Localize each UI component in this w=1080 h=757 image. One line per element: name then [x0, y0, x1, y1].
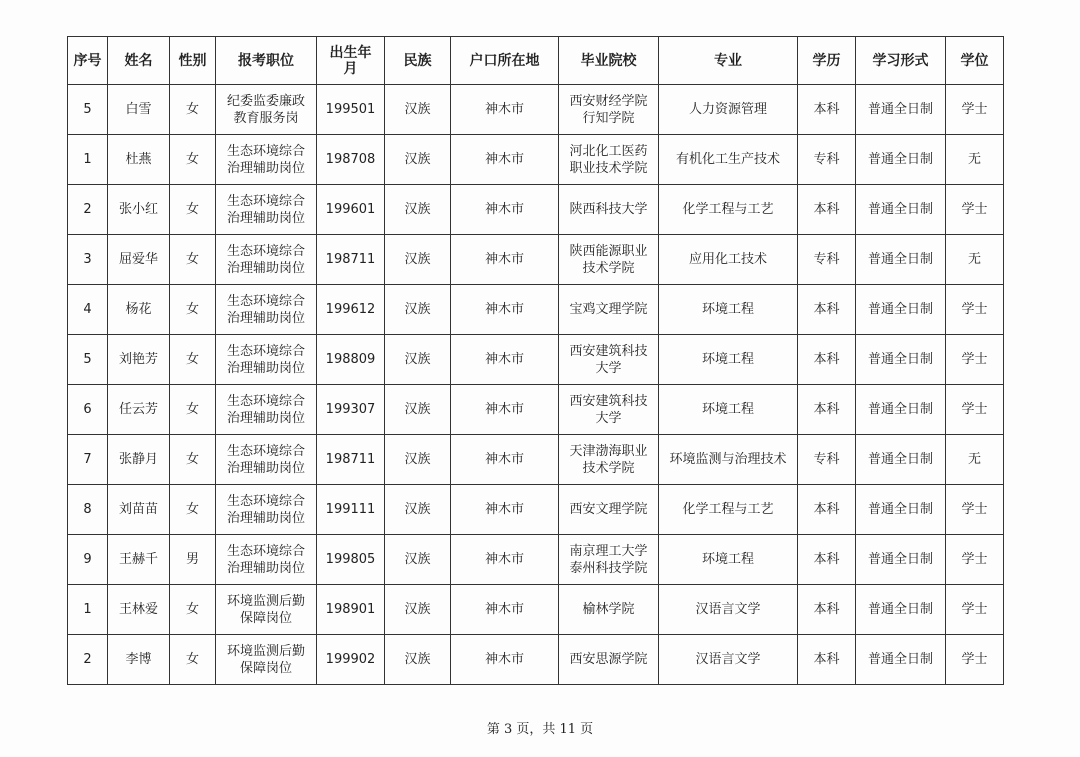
row-number-cell: 6: [68, 385, 108, 435]
row-number-cell: 3: [68, 235, 108, 285]
name-cell: 白雪: [108, 85, 170, 135]
hukou-cell: 神木市: [451, 235, 559, 285]
major-cell: 环境工程: [659, 285, 798, 335]
row-number-cell: 5: [68, 85, 108, 135]
school-cell: 天津渤海职业技术学院: [559, 435, 659, 485]
ethnicity-cell: 汉族: [385, 235, 451, 285]
study-form-cell: 普通全日制: [856, 135, 946, 185]
education-cell: 本科: [798, 85, 856, 135]
row-number-cell: 7: [68, 435, 108, 485]
header-cell: 姓名: [108, 37, 170, 85]
education-cell: 专科: [798, 135, 856, 185]
degree-cell: 学士: [946, 285, 1004, 335]
study-form-cell: 普通全日制: [856, 385, 946, 435]
degree-cell: 学士: [946, 335, 1004, 385]
degree-cell: 无: [946, 135, 1004, 185]
major-cell: 人力资源管理: [659, 85, 798, 135]
table-row: [68, 385, 1004, 435]
study-form-cell: 普通全日制: [856, 185, 946, 235]
birth-cell: 199902: [317, 635, 385, 685]
position-cell: 生态环境综合治理辅助岗位: [216, 135, 317, 185]
school-cell: 西安建筑科技大学: [559, 385, 659, 435]
header-cell: 出生年月: [317, 37, 385, 85]
school-cell: 西安思源学院: [559, 635, 659, 685]
birth-cell: 199612: [317, 285, 385, 335]
table-row: [68, 485, 1004, 535]
ethnicity-cell: 汉族: [385, 185, 451, 235]
position-cell: 生态环境综合治理辅助岗位: [216, 185, 317, 235]
gender-cell: 男: [170, 535, 216, 585]
birth-cell: 199307: [317, 385, 385, 435]
study-form-cell: 普通全日制: [856, 85, 946, 135]
gender-cell: 女: [170, 385, 216, 435]
gender-cell: 女: [170, 135, 216, 185]
name-cell: 任云芳: [108, 385, 170, 435]
education-cell: 本科: [798, 385, 856, 435]
major-cell: 汉语言文学: [659, 585, 798, 635]
gender-cell: 女: [170, 85, 216, 135]
education-cell: 本科: [798, 535, 856, 585]
birth-cell: 198901: [317, 585, 385, 635]
ethnicity-cell: 汉族: [385, 635, 451, 685]
major-cell: 环境工程: [659, 335, 798, 385]
education-cell: 本科: [798, 585, 856, 635]
table-row: [68, 185, 1004, 235]
hukou-cell: 神木市: [451, 335, 559, 385]
position-cell: 环境监测后勤保障岗位: [216, 635, 317, 685]
header-cell: 报考职位: [216, 37, 317, 85]
position-cell: 环境监测后勤保障岗位: [216, 585, 317, 635]
position-cell: 纪委监委廉政教育服务岗: [216, 85, 317, 135]
name-cell: 屈爱华: [108, 235, 170, 285]
major-cell: 环境监测与治理技术: [659, 435, 798, 485]
row-number-cell: 1: [68, 135, 108, 185]
major-cell: 化学工程与工艺: [659, 485, 798, 535]
name-cell: 王赫千: [108, 535, 170, 585]
name-cell: 杨花: [108, 285, 170, 335]
birth-cell: 198711: [317, 435, 385, 485]
gender-cell: 女: [170, 585, 216, 635]
study-form-cell: 普通全日制: [856, 485, 946, 535]
ethnicity-cell: 汉族: [385, 335, 451, 385]
gender-cell: 女: [170, 485, 216, 535]
gender-cell: 女: [170, 635, 216, 685]
name-cell: 杜燕: [108, 135, 170, 185]
header-cell: 毕业院校: [559, 37, 659, 85]
major-cell: 环境工程: [659, 535, 798, 585]
row-number-cell: 4: [68, 285, 108, 335]
birth-cell: 199501: [317, 85, 385, 135]
education-cell: 本科: [798, 485, 856, 535]
hukou-cell: 神木市: [451, 635, 559, 685]
birth-cell: 199601: [317, 185, 385, 235]
ethnicity-cell: 汉族: [385, 485, 451, 535]
school-cell: 西安文理学院: [559, 485, 659, 535]
school-cell: 西安财经学院行知学院: [559, 85, 659, 135]
degree-cell: 无: [946, 235, 1004, 285]
birth-cell: 199805: [317, 535, 385, 585]
major-cell: 应用化工技术: [659, 235, 798, 285]
header-cell: 学习形式: [856, 37, 946, 85]
school-cell: 西安建筑科技大学: [559, 335, 659, 385]
header-cell: 性别: [170, 37, 216, 85]
hukou-cell: 神木市: [451, 585, 559, 635]
table-row: [68, 435, 1004, 485]
hukou-cell: 神木市: [451, 535, 559, 585]
ethnicity-cell: 汉族: [385, 585, 451, 635]
header-cell: 民族: [385, 37, 451, 85]
degree-cell: 学士: [946, 185, 1004, 235]
school-cell: 陕西科技大学: [559, 185, 659, 235]
row-number-cell: 8: [68, 485, 108, 535]
gender-cell: 女: [170, 235, 216, 285]
degree-cell: 学士: [946, 85, 1004, 135]
degree-cell: 学士: [946, 585, 1004, 635]
header-cell: 专业: [659, 37, 798, 85]
table-row: [68, 135, 1004, 185]
hukou-cell: 神木市: [451, 85, 559, 135]
row-number-cell: 1: [68, 585, 108, 635]
study-form-cell: 普通全日制: [856, 435, 946, 485]
school-cell: 宝鸡文理学院: [559, 285, 659, 335]
study-form-cell: 普通全日制: [856, 285, 946, 335]
major-cell: 化学工程与工艺: [659, 185, 798, 235]
school-cell: 陕西能源职业技术学院: [559, 235, 659, 285]
school-cell: 南京理工大学泰州科技学院: [559, 535, 659, 585]
gender-cell: 女: [170, 335, 216, 385]
degree-cell: 无: [946, 435, 1004, 485]
name-cell: 张静月: [108, 435, 170, 485]
table-row: [68, 635, 1004, 685]
study-form-cell: 普通全日制: [856, 585, 946, 635]
name-cell: 刘苗苗: [108, 485, 170, 535]
hukou-cell: 神木市: [451, 485, 559, 535]
ethnicity-cell: 汉族: [385, 535, 451, 585]
table-row: [68, 285, 1004, 335]
degree-cell: 学士: [946, 535, 1004, 585]
ethnicity-cell: 汉族: [385, 285, 451, 335]
education-cell: 专科: [798, 435, 856, 485]
education-cell: 本科: [798, 335, 856, 385]
study-form-cell: 普通全日制: [856, 235, 946, 285]
table-row: [68, 85, 1004, 135]
row-number-cell: 2: [68, 185, 108, 235]
gender-cell: 女: [170, 185, 216, 235]
name-cell: 王林爱: [108, 585, 170, 635]
header-cell: 学历: [798, 37, 856, 85]
position-cell: 生态环境综合治理辅助岗位: [216, 285, 317, 335]
birth-cell: 198708: [317, 135, 385, 185]
row-number-cell: 2: [68, 635, 108, 685]
table-row: [68, 535, 1004, 585]
header-cell: 学位: [946, 37, 1004, 85]
ethnicity-cell: 汉族: [385, 135, 451, 185]
degree-cell: 学士: [946, 485, 1004, 535]
name-cell: 李博: [108, 635, 170, 685]
degree-cell: 学士: [946, 635, 1004, 685]
hukou-cell: 神木市: [451, 385, 559, 435]
hukou-cell: 神木市: [451, 185, 559, 235]
position-cell: 生态环境综合治理辅助岗位: [216, 235, 317, 285]
school-cell: 榆林学院: [559, 585, 659, 635]
name-cell: 刘艳芳: [108, 335, 170, 385]
position-cell: 生态环境综合治理辅助岗位: [216, 485, 317, 535]
birth-cell: 198809: [317, 335, 385, 385]
major-cell: 汉语言文学: [659, 635, 798, 685]
name-cell: 张小红: [108, 185, 170, 235]
education-cell: 本科: [798, 635, 856, 685]
degree-cell: 学士: [946, 385, 1004, 435]
row-number-cell: 9: [68, 535, 108, 585]
table-row: [68, 585, 1004, 635]
position-cell: 生态环境综合治理辅助岗位: [216, 435, 317, 485]
position-cell: 生态环境综合治理辅助岗位: [216, 385, 317, 435]
page-number-footer: 第 3 页，共 11 页: [486, 722, 594, 737]
education-cell: 本科: [798, 185, 856, 235]
birth-cell: 198711: [317, 235, 385, 285]
study-form-cell: 普通全日制: [856, 535, 946, 585]
gender-cell: 女: [170, 285, 216, 335]
ethnicity-cell: 汉族: [385, 385, 451, 435]
position-cell: 生态环境综合治理辅助岗位: [216, 335, 317, 385]
ethnicity-cell: 汉族: [385, 435, 451, 485]
major-cell: 有机化工生产技术: [659, 135, 798, 185]
education-cell: 本科: [798, 285, 856, 335]
study-form-cell: 普通全日制: [856, 335, 946, 385]
table-row: [68, 235, 1004, 285]
hukou-cell: 神木市: [451, 435, 559, 485]
position-cell: 生态环境综合治理辅助岗位: [216, 535, 317, 585]
hukou-cell: 神木市: [451, 135, 559, 185]
school-cell: 河北化工医药职业技术学院: [559, 135, 659, 185]
header-cell: 序号: [68, 37, 108, 85]
study-form-cell: 普通全日制: [856, 635, 946, 685]
candidate-table: [67, 36, 1004, 685]
birth-cell: 199111: [317, 485, 385, 535]
education-cell: 专科: [798, 235, 856, 285]
ethnicity-cell: 汉族: [385, 85, 451, 135]
header-cell: 户口所在地: [451, 37, 559, 85]
major-cell: 环境工程: [659, 385, 798, 435]
gender-cell: 女: [170, 435, 216, 485]
row-number-cell: 5: [68, 335, 108, 385]
hukou-cell: 神木市: [451, 285, 559, 335]
table-header-row: [68, 37, 1004, 85]
table-row: [68, 335, 1004, 385]
